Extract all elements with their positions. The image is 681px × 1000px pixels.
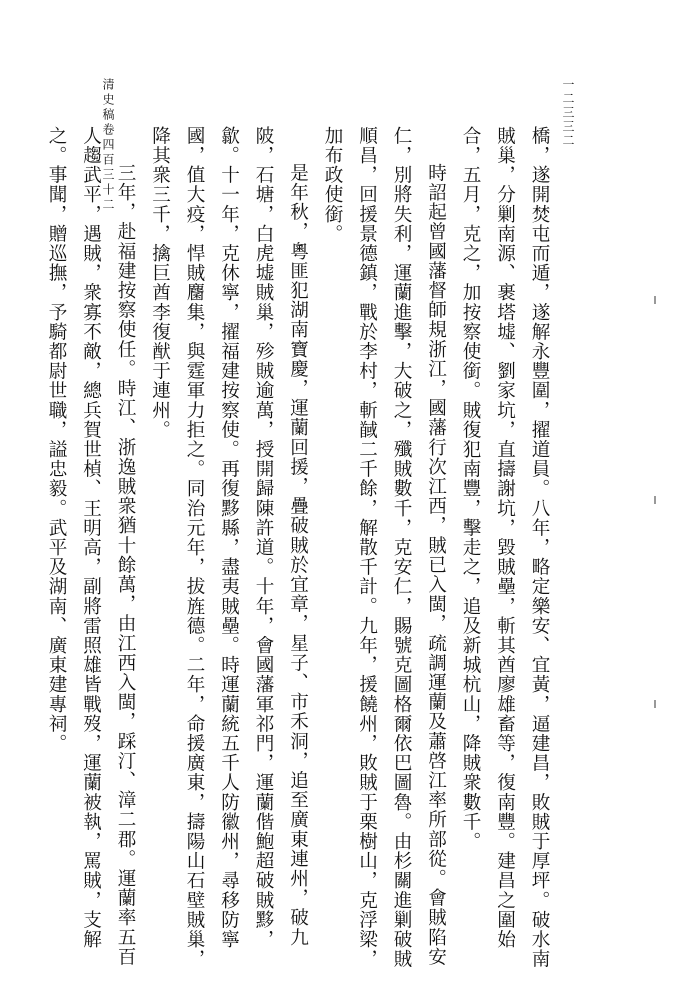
binding-mark: [654, 296, 656, 304]
paragraph: 三年，赴福建按察使任。時江、浙逸賊衆猶十餘萬，由江西入閩，踩汀、漳二郡。運蘭率五百人趨武平，遇賊，衆寡不敵，總兵賀世楨、王明高，副將雷照雄皆戰歿，運蘭被執，罵賊，支解之。事聞，贈巡撫，予騎都尉世職，謚忠毅。武平及湖南、廣東建專祠。: [46, 126, 136, 967]
binding-mark: [654, 496, 656, 504]
running-title: 清史稿卷四百三十二: [101, 78, 115, 213]
paragraph: 橋，遂開焚屯而遁，遂解永豐圍，擢道員。八年，略定樂安、宜黃，逼建昌，敗賊于厚坪。破水南賊巢，分剿南源、裹塔墟、劉家坑，直擣謝坑，毀賊壘，斬其酋廖雄畜等，復南豐。建昌之圍始合，五月，克之，加按察使銜。賊復犯南豐，擊走之，追及新城杭山，降賊衆數千。: [460, 126, 550, 969]
paragraph: 是年秋，粵匪犯湖南寶慶，運蘭回援，疊破賊於宜章，星子、市禾洞，追至廣東連州，破九陂，石塘，白虎墟賊巢，殄賊逾萬，授開歸陳許道。十年，會國藩軍祁門，運蘭偕鮑超破賊黟，歙。十一年，克休寧，擢福建按察使。再復黟縣，盡夷賊壘。時運蘭統五千人防徽州，尋移防寧國，值大疫，悍賊麕集，與霆軍力拒之。同治元年，拔旌德。二年，命援廣東，擣陽山石壁賊巢，降其衆三千，擒巨酋李復猷于連州。: [149, 126, 309, 969]
page-number: 一二三三二: [561, 78, 575, 148]
binding-mark: [654, 700, 656, 708]
paragraph: 時詔起曾國藩督師規浙江，國藩行次江西，賊已入閩，疏調運蘭及蕭啓江率所部從。會賊陷安仁，別將失利，運蘭進擊，大破之，殲賊數千，克安仁，賜號克圖格爾依巴圖魯。由杉關進剿破賊順昌，回援景德鎮，戰於李村，斬馘二千餘，解散千計。九年，援饒州，敗賊于栗樹山，克浮梁，加布政使銜。: [322, 126, 447, 969]
